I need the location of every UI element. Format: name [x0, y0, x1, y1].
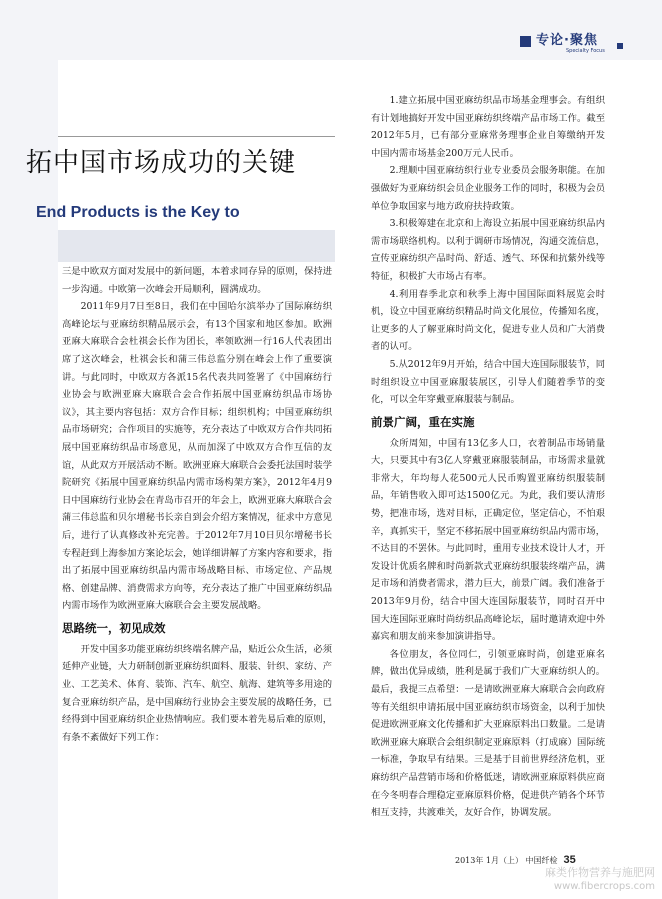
title-divider	[58, 136, 335, 137]
margin-band	[0, 60, 58, 899]
paragraph: 3.积极筹建在北京和上海设立拓展中国亚麻纺织品内需市场联络机构。以利于调研市场情况，沟通交流信息，宣传亚麻纺织产品时尚、舒适、透气、环保和抗紫外线等特征，积极扩大市场占有率。	[371, 218, 605, 282]
paragraph: 5.从2012年9月开始，结合中国大连国际服装节，同时组织设立中国亚麻服装展区，引导人们随着季节的变化，可以全年穿戴亚麻服装与制品。	[371, 358, 605, 406]
section-small-square-icon	[617, 43, 623, 49]
paragraph: 各位朋友，各位同仁，引领亚麻时尚，创建亚麻名牌，做出优异成绩，胜利是属于我们广大亚麻纺织人的。最后，我提三点希望：一是请欧洲亚麻大麻联合会向政府等有关组织申请拓展中国亚麻纺织市场资金，以利于加快促进欧洲亚麻文化传播和扩大亚麻原料出口数量。二是请欧洲亚麻大麻联合会组织制定亚麻原料（打成麻）国际统一标准，争取早有结果。三是基于目前世界经济危机，亚麻纺织产品营销市场和价格低迷，请欧洲亚麻原料供应商在今冬明春合理稳定亚麻原料价格，促进供产销各个环节相互支持，共渡难关，友好合作，协调发展。	[371, 648, 605, 819]
issue-label: 2013年 1月（上） 中国纤检	[455, 856, 558, 865]
paragraph: 4.利用春季北京和秋季上海中国国际面料展览会时机，设立中国亚麻纺织精品时尚文化展位，传播知名度，让更多的人了解亚麻时尚文化，促进专业人员和广大消费者的认可。	[371, 288, 605, 353]
paragraph: 众所周知，中国有13亿多人口，衣着制品市场销量大，只要其中有3亿人穿戴亚麻服装制品，市场需求量就非常大，年均每人花500元人民币购置亚麻纺织服装制品，年销售收入即可达1500亿元。为此，我们要认清形势，把准市场，选对目标，正确定位，坚定信心，不怕艰辛，真抓实干，坚定不移拓展中国亚麻纺织品内需市场，不达目的不罢休。与此同时，重用专业技术设计人才，开发设计优质名牌和时尚新款式亚麻纺织服装终端产品，满足市场和消费者需求，潜力巨大，前景广阔。我们准备于2013年9月份，结合中国大连国际服装节，同时召开中国大连国际亚麻时尚纺织品高峰论坛，届时邀请欢迎中外嘉宾和朋友前来参加演讲指导。	[371, 437, 605, 643]
paragraph: 2011年9月7日至8日，我们在中国哈尔滨举办了国际麻纺织高峰论坛与亚麻纺织精品展示会，有13个国家和地区参加。欧洲亚麻大麻联合会杜祺会长作为团长，率领欧洲一行16人代表团出席了这次峰会，杜祺会长和蒲三伟总监分别在峰会上作了重要演讲。与此同时，中欧双方各派15名代表共同签署了《中国麻纺行业协会与欧洲亚麻大麻联合会合作拓展中国亚麻纺织品市场协议》，其主要内容包括：双方合作目标；组织机构；中国亚麻纺织品市场研究；合作项目的实施等，充分表达了中欧双方合作共同拓展中国亚麻纺织品市场意见，从而加深了中欧双方合作互信的友谊，从此双方开展活动不断。欧洲亚麻大麻联合会委托法国时装学院研究《拓展中国亚麻纺织品内需市场构架方案》，2012年4月9日中国麻纺行业协会在青岛市召开的年会上，欧洲亚麻大麻联合会蒲三伟总监和贝尔增秘书长亲自到会介绍方案情况，征求中方意见后，进行了认真修改补充完善。于2012年7月10日贝尔增秘书长专程赶到上海参加方案论坛会，她详细讲解了方案内容和要求，指出了拓展中国亚麻纺织品内需市场战略目标、市场定位、产品规格、创建品牌、消费需求方向等，充分表达了推广中国亚麻纺织品内需市场作为欧洲亚麻大麻联合会主要发展战略。	[62, 301, 332, 612]
paragraph: 2.理顺中国亚麻纺织行业专业委员会服务职能。在加强做好为亚麻纺织会员企业服务工作的同时，积极为会员单位争取国家与地方政府扶持政策。	[371, 165, 605, 212]
left-column	[62, 263, 332, 746]
section-subtitle: Specialty Focus	[566, 48, 605, 54]
paragraph: 三是中欧双方面对发展中的新问题，本着求同存异的原则，保持进一步沟通。中欧第一次峰会开局顺利，圆满成功。	[62, 266, 332, 295]
watermark-url: www.fibercrops.com	[553, 881, 655, 892]
section-square-icon	[520, 36, 531, 47]
section-title: 专论·聚焦	[536, 33, 598, 48]
right-column	[371, 92, 605, 822]
article-title-zh: 拓中国市场成功的关键	[26, 148, 297, 178]
section-tag	[520, 33, 630, 55]
page-number: 35	[563, 854, 576, 866]
paragraph: 开发中国多功能亚麻纺织终端名牌产品，贴近公众生活，必须延伸产业链，大力研制创新亚麻纺织面料、服装、针织、家纺、产业、工艺美术、体育、装饰、汽车、航空、航海、建筑等多用途的复合亚麻纺织产品，是中国麻纺行业协会主要发展的战略任务，已经得到中国亚麻纺织企业热情响应。我们要本着先易后难的原则，有条不紊做好下列工作：	[62, 643, 332, 743]
paragraph: 1.建立拓展中国亚麻纺织品市场基金理事会。有组织有计划地搞好开发中国亚麻纺织终端产品市场工作。截至2012年5月，已有部分亚麻常务理事企业自筹缴纳开发中国内需市场基金200万元人民币。	[371, 95, 605, 159]
title-shade-bar	[58, 230, 335, 262]
section-heading: 前景广阔，重在实施	[371, 414, 475, 429]
section-heading: 思路统一，初见成效	[62, 620, 166, 635]
article-title-en: End Products is the Key to	[36, 204, 240, 221]
watermark-text: 麻类作物营养与施肥网	[545, 866, 655, 879]
watermark	[545, 866, 655, 894]
